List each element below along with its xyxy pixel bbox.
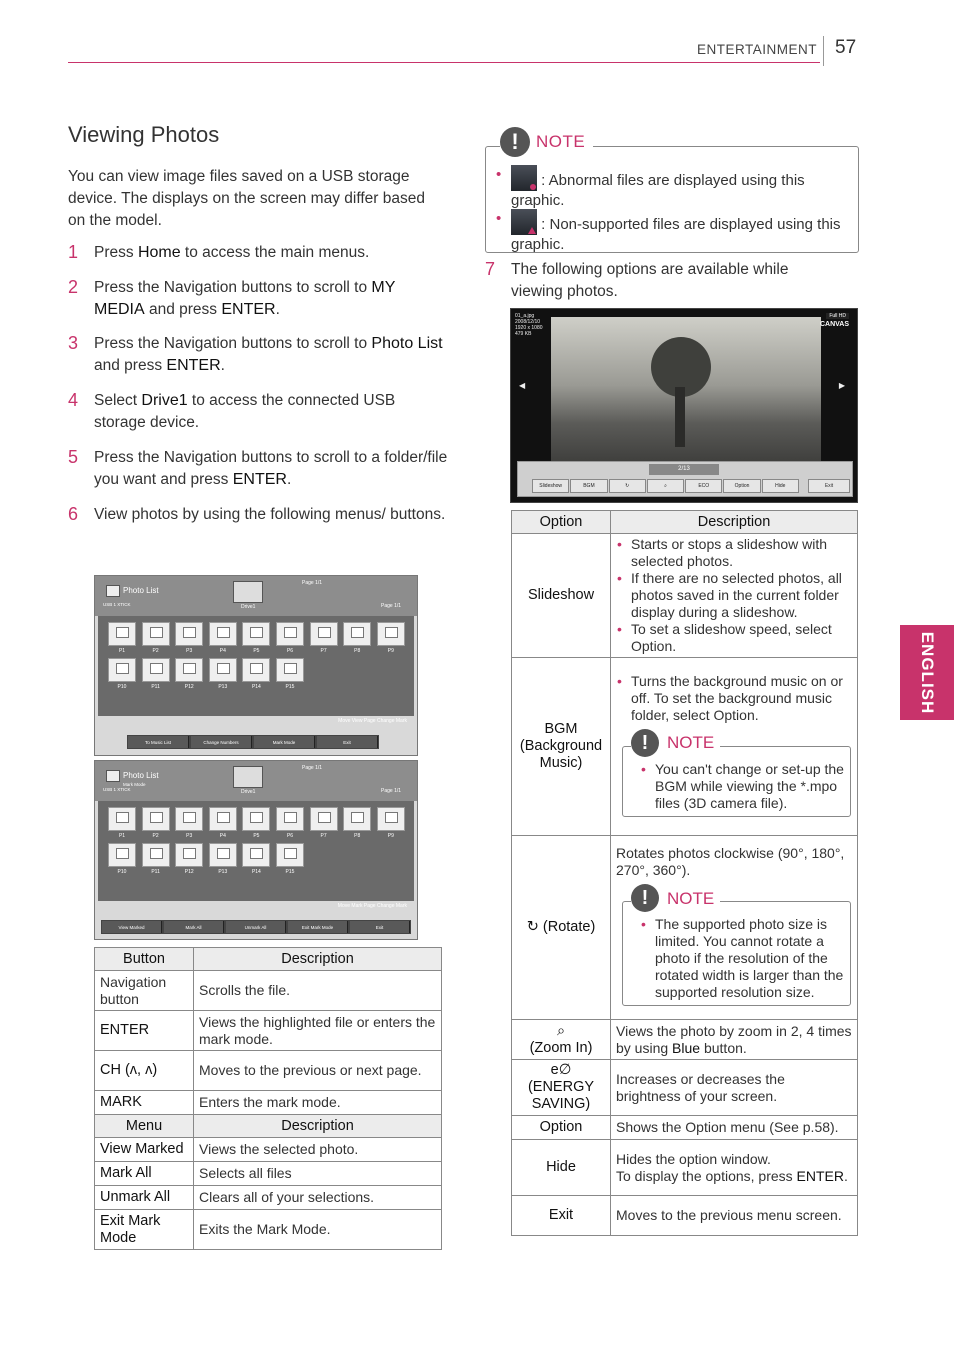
thumbnail-label: P5 bbox=[253, 833, 260, 839]
note-label: NOTE bbox=[536, 132, 586, 151]
step-1 bbox=[68, 242, 448, 264]
thumbnail-label: P8 bbox=[354, 833, 361, 839]
thumbnail-label: P9 bbox=[387, 833, 394, 839]
unsupported-file-icon bbox=[511, 209, 537, 235]
note-heading bbox=[631, 729, 720, 757]
photo-thumbnail[interactable] bbox=[209, 658, 237, 682]
folder-icon bbox=[351, 627, 364, 638]
table-value bbox=[611, 658, 858, 836]
screen-title: Photo List bbox=[123, 771, 159, 780]
step-text: Press the Navigation buttons to scroll to Photo List and press ENTER. bbox=[94, 335, 443, 374]
table-value: Hides the option window. To display the options, press ENTER. bbox=[611, 1140, 858, 1196]
brand-logo: CANVAS bbox=[819, 321, 849, 328]
photo-thumbnail[interactable] bbox=[108, 843, 136, 867]
screen-subtitle: USB 1 XTICK bbox=[103, 602, 131, 607]
step-text: Select Drive1 to access the connected USB storage device. bbox=[94, 392, 396, 431]
header-rule bbox=[68, 62, 820, 63]
column-header: Menu bbox=[95, 1115, 194, 1138]
list-item: • Turns the background music on or off. To set the background music folder, select Option. bbox=[616, 673, 852, 724]
table-key: MARK bbox=[95, 1091, 194, 1115]
photo-tree-trunk bbox=[675, 387, 685, 447]
drive-label: Drive1 bbox=[241, 604, 256, 610]
zoom-button[interactable]: ⌕ bbox=[647, 479, 684, 493]
key-hints: Move View Page Change Mark bbox=[338, 718, 407, 724]
change-numbers-button[interactable]: Change Numbers bbox=[191, 736, 252, 748]
note-heading bbox=[500, 127, 593, 157]
folder-icon bbox=[284, 848, 297, 859]
photo-thumbnail[interactable] bbox=[242, 658, 270, 682]
photo-thumbnail[interactable] bbox=[209, 622, 237, 646]
folder-icon bbox=[318, 812, 331, 823]
step-5 bbox=[68, 447, 448, 491]
language-tab bbox=[900, 625, 954, 720]
thumbnail-grid bbox=[98, 616, 414, 716]
bullet-dot: • bbox=[496, 166, 502, 183]
folder-icon bbox=[250, 663, 263, 674]
thumbnail-label: P3 bbox=[186, 648, 193, 654]
mark-mode-screenshot bbox=[94, 760, 418, 940]
step-text: Press Home to access the main menus. bbox=[94, 244, 370, 261]
thumbnail-label: P14 bbox=[251, 684, 261, 690]
table-key: Exit Mark Mode bbox=[95, 1210, 194, 1250]
button-description-table bbox=[94, 947, 442, 1250]
table-header bbox=[95, 948, 442, 971]
table-row bbox=[95, 971, 442, 1011]
folder-icon bbox=[217, 663, 230, 674]
page-indicator: Page 1/1 bbox=[302, 765, 323, 771]
table-value: Increases or decreases the brightness of your screen. bbox=[611, 1060, 858, 1116]
table-value: Moves to the previous menu screen. bbox=[611, 1196, 858, 1236]
table-row bbox=[95, 1162, 442, 1186]
page-indicator: Page 1/1 bbox=[302, 580, 323, 586]
note-item: • : Abnormal files are displayed using this graphic. bbox=[496, 166, 805, 209]
next-arrow-icon[interactable]: ▶ bbox=[838, 381, 845, 390]
table-header bbox=[95, 1115, 442, 1138]
thumbnail-label: P1 bbox=[118, 648, 126, 654]
folder-icon bbox=[150, 627, 163, 638]
exclamation-icon: ! bbox=[500, 127, 530, 157]
photo-thumbnail[interactable] bbox=[142, 843, 170, 867]
photo-thumbnail[interactable] bbox=[276, 658, 304, 682]
thumbnail-label: P4 bbox=[219, 833, 226, 839]
table-value: Exits the Mark Mode. bbox=[194, 1210, 442, 1250]
table-key: View Marked bbox=[95, 1138, 194, 1162]
column-header: Description bbox=[194, 948, 442, 971]
thumbnail-label: P1 bbox=[118, 833, 126, 839]
key-hints: Move Mark Page Change Mark bbox=[337, 903, 407, 909]
table-value: Moves to the previous or next page. bbox=[194, 1051, 442, 1091]
thumbnail-label: P14 bbox=[251, 869, 261, 875]
folder-icon bbox=[250, 848, 263, 859]
screen-mode-label: Mark Mode bbox=[123, 782, 146, 787]
energy-saving-icon: e∅ bbox=[550, 1062, 572, 1078]
table-row bbox=[512, 836, 858, 1020]
folder-icon bbox=[385, 812, 398, 823]
thumbnail-label: P7 bbox=[320, 833, 327, 839]
photo-thumbnail[interactable] bbox=[175, 622, 203, 646]
screen-subtitle: USB 1 XTICK bbox=[103, 787, 131, 792]
list-item: • To set a slideshow speed, select Option. bbox=[616, 621, 852, 655]
folder-icon bbox=[217, 848, 230, 859]
control-panel bbox=[517, 461, 853, 497]
table-key: Hide bbox=[512, 1140, 611, 1196]
table-key: ↻ (Rotate) bbox=[512, 836, 611, 1020]
previous-arrow-icon[interactable]: ◀ bbox=[519, 381, 526, 390]
note-text: • The supported photo size is limited. You cannot rotate a photo if the resolution of the rotated width is larger than the supported resolution size. bbox=[641, 916, 846, 1001]
folder-icon bbox=[318, 627, 331, 638]
thumbnail-label: P7 bbox=[320, 648, 327, 654]
table-row bbox=[512, 1140, 858, 1196]
step-4 bbox=[68, 390, 448, 434]
table-row bbox=[95, 1051, 442, 1091]
table-row bbox=[512, 1060, 858, 1116]
step-3 bbox=[68, 333, 448, 377]
folder-icon bbox=[284, 812, 297, 823]
note-label: NOTE bbox=[667, 888, 715, 908]
thumbnail-label: P9 bbox=[387, 648, 394, 654]
column-header: Button bbox=[95, 948, 194, 971]
bullet-list bbox=[616, 673, 852, 724]
table-key: Mark All bbox=[95, 1162, 194, 1186]
column-header: Description bbox=[611, 511, 858, 534]
table-value: Views the highlighted file or enters the mark mode. bbox=[194, 1011, 442, 1051]
thumbnail-label: P4 bbox=[219, 648, 226, 654]
table-row bbox=[512, 1196, 858, 1236]
photo-thumbnail[interactable] bbox=[310, 807, 338, 831]
exit-button[interactable]: Exit bbox=[317, 736, 378, 748]
bgm-button[interactable]: BGM bbox=[570, 479, 607, 493]
bullet-dot: • bbox=[496, 210, 502, 227]
thumbnail-label: P15 bbox=[285, 684, 295, 690]
energy-saving-label: (ENERGY SAVING) bbox=[527, 1079, 595, 1112]
folder-icon bbox=[385, 627, 398, 638]
step-2 bbox=[68, 277, 448, 321]
exclamation-icon: ! bbox=[631, 884, 659, 912]
full-hd-badge: Full HD bbox=[826, 313, 849, 319]
page-title: Viewing Photos bbox=[68, 122, 220, 147]
exit-button[interactable]: Exit bbox=[808, 479, 850, 493]
step-number: 6 bbox=[68, 504, 79, 524]
photo-thumbnail[interactable] bbox=[310, 622, 338, 646]
photo-thumbnail[interactable] bbox=[343, 622, 371, 646]
exit-mark-mode-button[interactable]: Exit Mark Mode bbox=[288, 921, 348, 933]
to-music-list-button[interactable]: To Music List bbox=[128, 736, 189, 748]
note-box bbox=[485, 129, 859, 253]
page-indicator: Page 1/1 bbox=[381, 603, 402, 609]
photo-thumbnail[interactable] bbox=[142, 807, 170, 831]
photo-list-icon bbox=[106, 770, 120, 782]
page-number: 57 bbox=[835, 37, 857, 58]
table-row bbox=[95, 1186, 442, 1210]
thumbnail-label: P2 bbox=[152, 648, 159, 654]
zoom-label: (Zoom In) bbox=[529, 1039, 593, 1056]
note-text: • You can't change or set-up the BGM while viewing the *.mpo files (3D camera file). bbox=[641, 761, 846, 812]
photo-thumbnail[interactable] bbox=[276, 807, 304, 831]
thumbnail-label: P12 bbox=[184, 869, 194, 875]
table-key bbox=[512, 1060, 611, 1116]
table-key: Exit bbox=[512, 1196, 611, 1236]
photo-thumbnail[interactable] bbox=[276, 843, 304, 867]
screen-title: Photo List bbox=[123, 586, 159, 595]
table-header bbox=[512, 511, 858, 534]
table-row bbox=[95, 1210, 442, 1250]
photo-thumbnail[interactable] bbox=[108, 807, 136, 831]
option-button[interactable]: Option bbox=[723, 479, 760, 493]
folder-icon bbox=[150, 848, 163, 859]
table-key: Unmark All bbox=[95, 1186, 194, 1210]
note-heading bbox=[631, 884, 720, 912]
hide-button[interactable]: Hide bbox=[762, 479, 799, 493]
mark-all-button[interactable]: Mark All bbox=[164, 921, 224, 933]
folder-icon bbox=[183, 812, 196, 823]
description-text: Rotates photos clockwise (90°, 180°, 270°, 360°). bbox=[616, 845, 845, 878]
note-box bbox=[622, 887, 851, 1006]
table-key: Slideshow bbox=[512, 534, 611, 658]
mark-mode-button[interactable]: Mark Mode bbox=[254, 736, 315, 748]
step-number: 4 bbox=[68, 390, 79, 410]
step-number: 7 bbox=[485, 259, 496, 279]
zoom-icon: ⌕ bbox=[556, 1022, 566, 1039]
table-row bbox=[95, 1138, 442, 1162]
note-item: • : Non-supported files are displayed using this graphic. bbox=[496, 210, 841, 253]
photo-thumbnail[interactable] bbox=[142, 622, 170, 646]
button-bar bbox=[127, 735, 379, 749]
table-value bbox=[611, 836, 858, 1020]
table-key: ENTER bbox=[95, 1011, 194, 1051]
list-item: • If there are no selected photos, all photos saved in the current folder display during a slideshow. bbox=[616, 570, 852, 621]
photo-thumbnail[interactable] bbox=[108, 658, 136, 682]
exclamation-icon: ! bbox=[631, 729, 659, 757]
step-text: Press the Navigation buttons to scroll to MY MEDIA and press ENTER. bbox=[94, 279, 396, 318]
step-number: 3 bbox=[68, 333, 79, 353]
folder-icon bbox=[183, 663, 196, 674]
thumbnail-label: P3 bbox=[186, 833, 193, 839]
note-label: NOTE bbox=[667, 733, 715, 752]
photo-thumbnail[interactable] bbox=[242, 807, 270, 831]
page-indicator: Page 1/1 bbox=[381, 788, 402, 794]
photo-thumbnail[interactable] bbox=[108, 622, 136, 646]
thumbnail-label: P8 bbox=[354, 648, 361, 654]
slideshow-button[interactable]: Slideshow bbox=[532, 479, 569, 493]
folder-icon bbox=[183, 627, 196, 638]
table-row bbox=[95, 1011, 442, 1051]
table-row bbox=[512, 1116, 858, 1140]
folder-icon bbox=[233, 766, 263, 788]
thumbnail-label: P12 bbox=[184, 684, 194, 690]
folder-icon bbox=[150, 812, 163, 823]
photo-thumbnail[interactable] bbox=[343, 807, 371, 831]
section-title: ENTERTAINMENT bbox=[697, 42, 818, 57]
photo-thumbnail[interactable] bbox=[377, 622, 405, 646]
abnormal-file-icon bbox=[511, 165, 537, 191]
photo-thumbnail[interactable] bbox=[175, 843, 203, 867]
folder-icon bbox=[150, 663, 163, 674]
table-row bbox=[512, 534, 858, 658]
folder-icon bbox=[116, 848, 129, 859]
folder-icon bbox=[116, 812, 129, 823]
folder-icon bbox=[284, 663, 297, 674]
photo-thumbnail[interactable] bbox=[175, 658, 203, 682]
thumbnail-label: P6 bbox=[286, 648, 294, 654]
step-7 bbox=[485, 259, 835, 303]
view-marked-button[interactable]: View Marked bbox=[102, 921, 162, 933]
table-key: Navigation button bbox=[95, 971, 194, 1011]
photo-thumbnail[interactable] bbox=[142, 658, 170, 682]
note-box bbox=[622, 731, 851, 817]
step-number: 1 bbox=[68, 242, 79, 262]
bullet-list bbox=[616, 536, 852, 655]
table-value: Views the photo by zoom in 2, 4 times by using Blue button. bbox=[611, 1020, 858, 1060]
thumbnail-label: P15 bbox=[285, 869, 295, 875]
thumbnail-label: P11 bbox=[151, 684, 160, 690]
rotate-button[interactable]: ↻ bbox=[609, 479, 646, 493]
table-row bbox=[512, 658, 858, 836]
drive-label: Drive1 bbox=[241, 789, 256, 795]
step-number: 5 bbox=[68, 447, 79, 467]
folder-icon bbox=[217, 627, 230, 638]
thumbnail-label: P2 bbox=[152, 833, 159, 839]
folder-icon bbox=[233, 581, 263, 603]
thumbnail-label: P13 bbox=[218, 684, 228, 690]
step-text: View photos by using the following menus/ buttons. bbox=[94, 506, 446, 523]
table-value: Shows the Option menu (See p.58). bbox=[611, 1116, 858, 1140]
table-key bbox=[512, 1020, 611, 1060]
header-separator bbox=[823, 36, 824, 66]
table-row bbox=[95, 1091, 442, 1115]
table-value: Selects all files bbox=[194, 1162, 442, 1186]
table-value: Views the selected photo. bbox=[194, 1138, 442, 1162]
table-value: Enters the mark mode. bbox=[194, 1091, 442, 1115]
step-6 bbox=[68, 504, 448, 526]
photo-viewer-screenshot bbox=[510, 308, 858, 503]
step-text: The following options are available while viewing photos. bbox=[511, 261, 789, 300]
intro-paragraph: You can view image files saved on a USB storage device. The displays on the screen may differ based on the model. bbox=[68, 168, 425, 229]
table-value bbox=[611, 534, 858, 658]
table-key: Option bbox=[512, 1116, 611, 1140]
option-bar bbox=[532, 479, 800, 493]
photo-counter: 2/13 bbox=[649, 464, 719, 475]
language-tab-label: ENGLISH bbox=[918, 631, 937, 714]
photo-thumbnail[interactable] bbox=[242, 843, 270, 867]
folder-icon bbox=[250, 812, 263, 823]
photo-thumbnail[interactable] bbox=[377, 807, 405, 831]
folder-icon bbox=[217, 812, 230, 823]
step-text: Press the Navigation buttons to scroll to a folder/file you want and press ENTER. bbox=[94, 449, 448, 488]
folder-icon bbox=[284, 627, 297, 638]
energy-saving-button[interactable]: ECO bbox=[685, 479, 722, 493]
table-row bbox=[512, 1020, 858, 1060]
photo-thumbnail[interactable] bbox=[242, 622, 270, 646]
file-info: 01_a.jpg 2008/12/10 1920 x 1080 479 KB bbox=[515, 313, 543, 337]
step-number: 2 bbox=[68, 277, 79, 297]
photo-thumbnail[interactable] bbox=[209, 843, 237, 867]
table-key: BGM (Background Music) bbox=[512, 658, 611, 836]
thumbnail-grid bbox=[98, 801, 414, 901]
photo-list-screenshot bbox=[94, 575, 418, 756]
thumbnail-label: P6 bbox=[286, 833, 294, 839]
column-header: Description bbox=[194, 1115, 442, 1138]
photo-thumbnail[interactable] bbox=[209, 807, 237, 831]
folder-icon bbox=[116, 663, 129, 674]
photo-thumbnail[interactable] bbox=[175, 807, 203, 831]
photo-thumbnail[interactable] bbox=[276, 622, 304, 646]
option-description-table bbox=[511, 510, 858, 1236]
column-header: Option bbox=[512, 511, 611, 534]
photo-list-icon bbox=[106, 585, 120, 597]
unmark-all-button[interactable]: Unmark All bbox=[226, 921, 286, 933]
table-key: CH (ʌ, ʌ) bbox=[95, 1051, 194, 1091]
thumbnail-label: P5 bbox=[253, 648, 260, 654]
table-value: Clears all of your selections. bbox=[194, 1186, 442, 1210]
folder-icon bbox=[183, 848, 196, 859]
folder-icon bbox=[351, 812, 364, 823]
photo-display bbox=[551, 317, 821, 469]
folder-icon bbox=[250, 627, 263, 638]
thumbnail-label: P11 bbox=[151, 869, 160, 875]
table-value: Scrolls the file. bbox=[194, 971, 442, 1011]
thumbnail-label: P10 bbox=[117, 869, 127, 875]
exit-button[interactable]: Exit bbox=[350, 921, 410, 933]
button-bar bbox=[101, 920, 411, 934]
list-item: • Starts or stops a slideshow with selected photos. bbox=[616, 536, 852, 570]
folder-icon bbox=[116, 627, 129, 638]
thumbnail-label: P10 bbox=[117, 684, 127, 690]
thumbnail-label: P13 bbox=[218, 869, 228, 875]
